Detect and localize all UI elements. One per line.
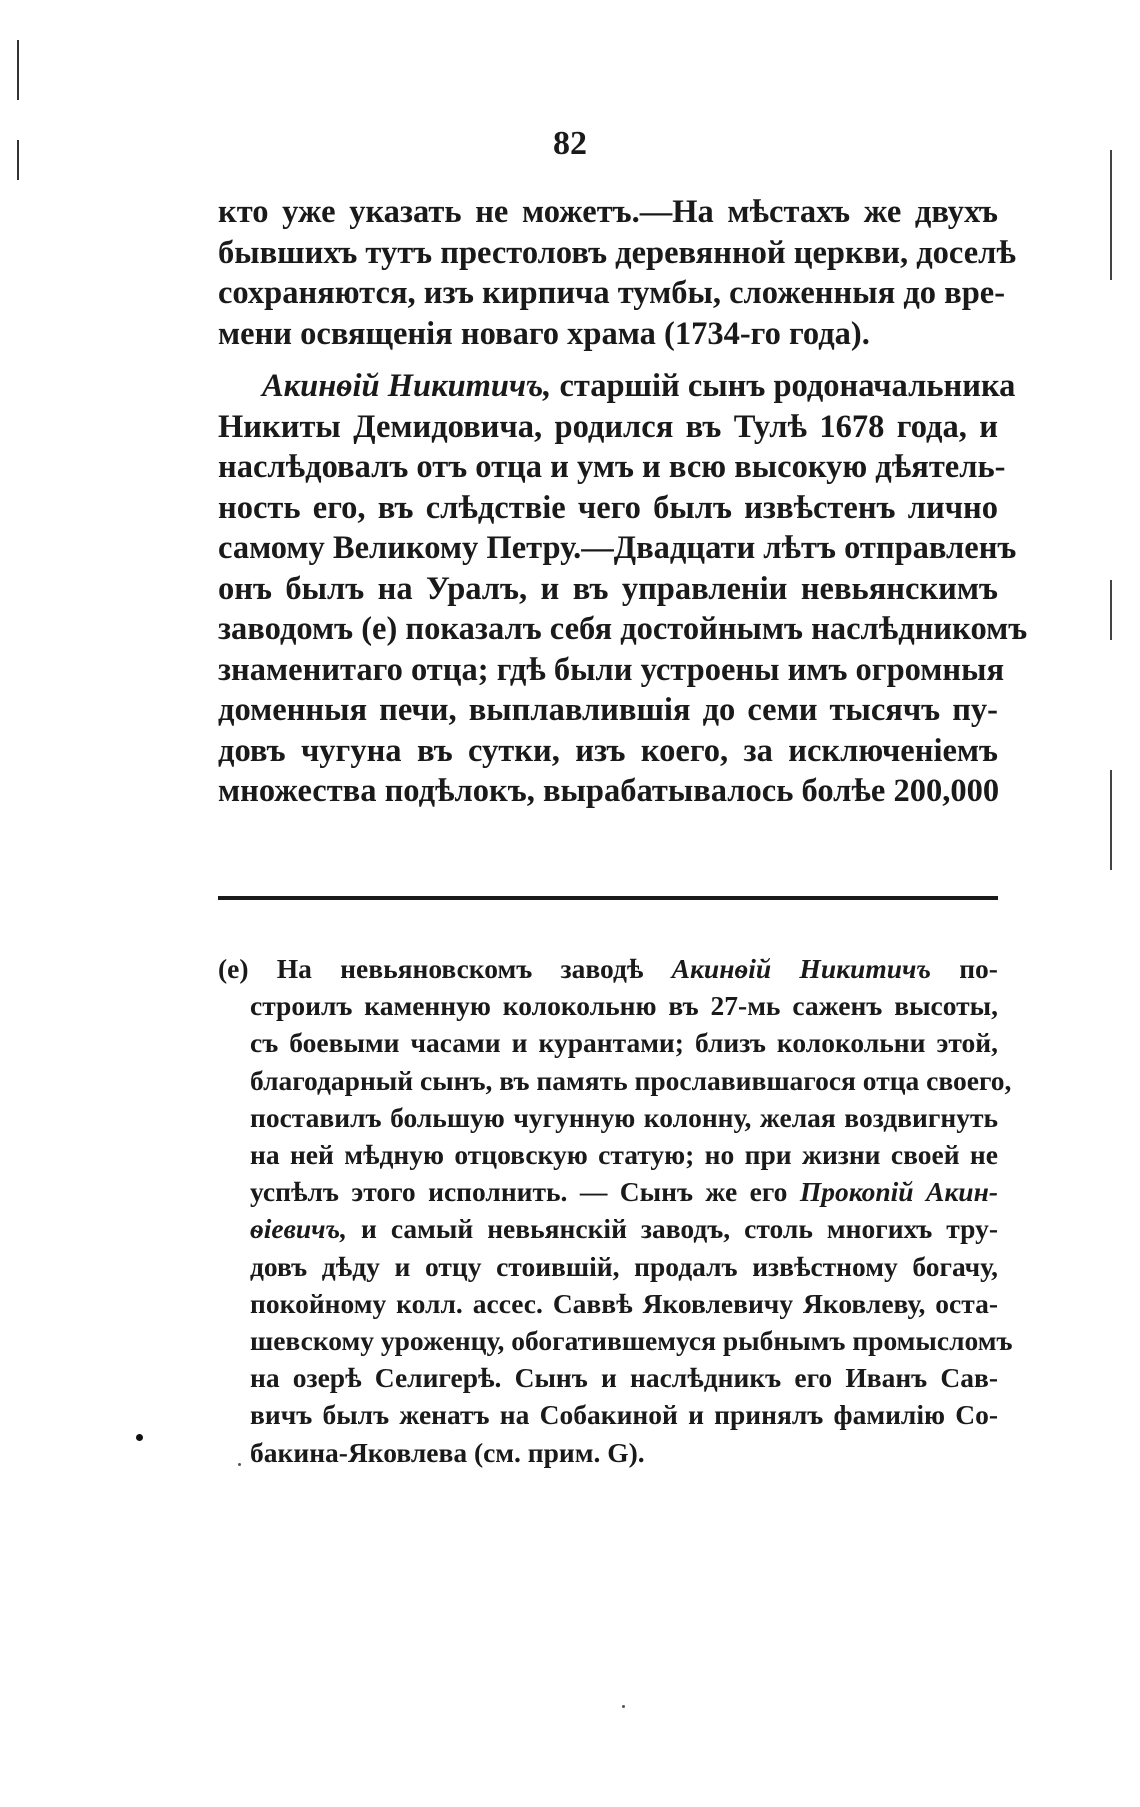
footnote-text: и самый невьянскій заводъ, столь многихъ тру- [346,1213,998,1245]
main-line: ность его, въ слѣдствіе чего былъ извѣстенъ лично [218,489,998,526]
person-name-italic: Акинѳій Никитичъ [671,953,931,984]
footnote-line-last: бакина-Яковлева (см. прим. G). [250,1436,645,1468]
main-text [218,192,1028,812]
footnote-line [218,1210,998,1247]
main-line-rest: старшій сынъ родоначальника [551,368,1016,404]
main-line: мени освященія новаго храма (1734-го года). [218,315,870,352]
main-line: заводомъ (е) показалъ себя достойнымъ наслѣдникомъ [218,611,1028,647]
main-line: бывшихъ тутъ престоловъ деревянной церкви, доселѣ [218,234,1016,271]
main-line: сохраняются, изъ кирпича тумбы, сложенныя до вре- [218,275,1006,311]
footnote-line: довъ дѣду и отцу стоившій, продалъ извѣстному богачу, [250,1250,998,1282]
scan-edge-left-2 [17,140,19,180]
ink-speck [238,1463,241,1466]
main-line: доменныя печи, выплавлившія до семи тысячъ пу- [218,692,998,728]
main-line-para2-first [218,366,1016,407]
footnote-line-first [218,950,998,987]
person-name-italic: Акинѳій Никитичъ, [262,368,552,404]
scan-edge-right [1110,150,1112,280]
footnote-line: на ней мѣдную отцовскую статую; но при жизни своей не [250,1139,998,1171]
footnote-line: строилъ каменную колокольню въ 27-мь саженъ высоты, [250,990,998,1022]
person-name-italic: ѳіевичъ, [250,1213,347,1245]
scan-edge-right-3 [1110,770,1112,870]
footnote-line: покойному колл. ассес. Саввѣ Яковлевичу Яковлеву, оста- [250,1287,998,1319]
footnote-marker-text: (е) На невьяновскомъ заводѣ [218,953,672,984]
main-line: наслѣдовалъ отъ отца и умъ и всю высокую дѣятель- [218,449,1006,485]
footnote [218,950,1013,1471]
footnote-text: по- [930,953,998,984]
page-number: 82 [553,125,587,162]
footnote-separator-rule [218,896,998,900]
scan-edge-left [17,40,19,100]
main-line: довъ чугуна въ сутки, изъ коего, за исключеніемъ [218,732,998,769]
main-line: Никиты Демидовича, родился въ Тулѣ 1678 года, и [218,408,998,445]
footnote-line: на озерѣ Селигерѣ. Сынъ и наслѣдникъ его Иванъ Сав- [250,1362,998,1394]
scan-edge-right-2 [1110,580,1112,640]
ink-speck [622,1705,625,1708]
footnote-line: шевскому уроженцу, обогатившемуся рыбнымъ промысломъ [250,1325,1013,1357]
footnote-line: съ боевыми часами и курантами; близъ колокольни этой, [250,1027,998,1059]
ink-dot [136,1434,143,1441]
main-line: самому Великому Петру.—Двадцати лѣтъ отправленъ [218,530,1017,566]
main-line: множества подѣлокъ, вырабатывалось болѣе 200,000 [218,773,1000,809]
footnote-line: поставилъ большую чугунную колонну, желая воздвигнуть [250,1101,998,1133]
person-name-italic: Прокопій Акин- [799,1176,998,1208]
footnote-line [218,1173,998,1210]
footnote-line: благодарный сынъ, въ память прославившагося отца своего, [250,1064,1012,1096]
main-line: знаменитаго отца; гдѣ были устроены имъ огромныя [218,651,1005,688]
main-line: кто уже указать не можетъ.—На мѣстахъ же двухъ [218,194,998,230]
main-line: онъ былъ на Уралъ, и въ управленіи невьянскимъ [218,570,998,607]
footnote-text: успѣлъ этого исполнить. — Сынъ же его [250,1176,800,1208]
footnote-line: вичъ былъ женатъ на Собакиной и принялъ фамилію Со- [250,1399,998,1431]
